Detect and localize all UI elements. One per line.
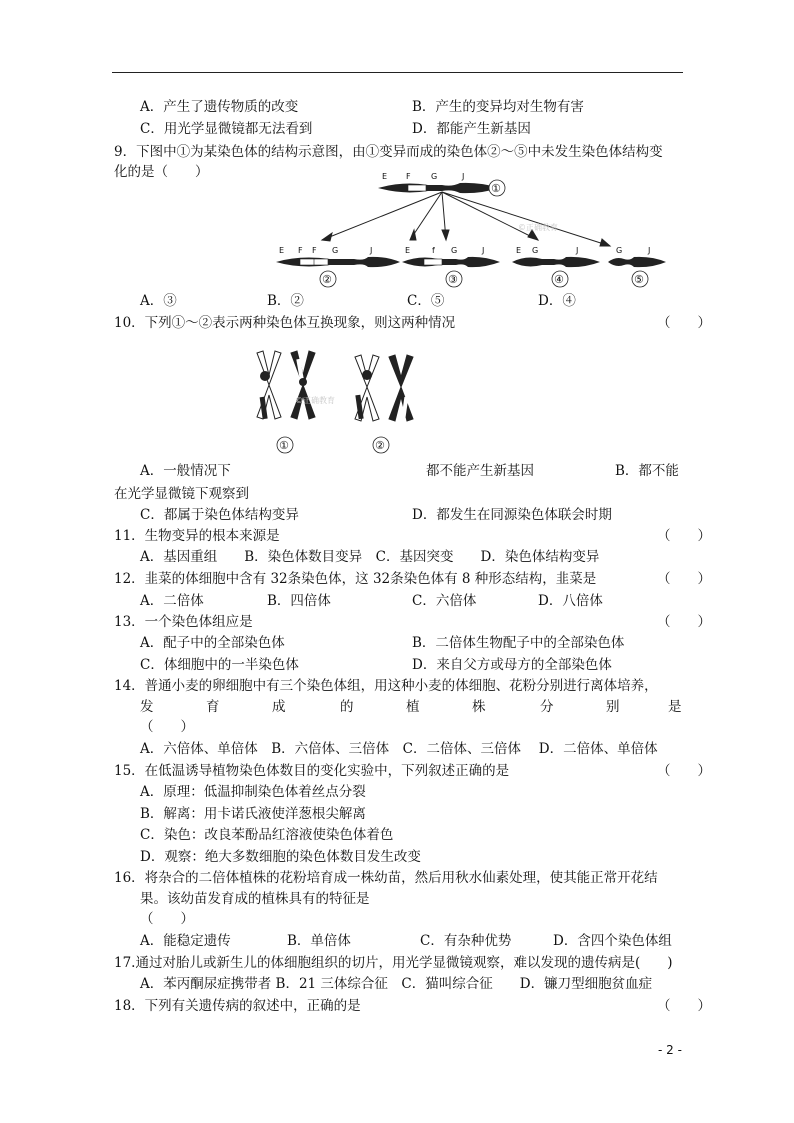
question-13-paren: （ ） <box>657 614 711 630</box>
q14-spread-6: 分 <box>540 699 554 715</box>
q16-option-b: B．单倍体 <box>287 933 351 949</box>
chr4-label: ④ <box>554 273 564 286</box>
q8-option-c: C．用光学显微镜都无法看到 <box>140 121 313 137</box>
q10-option-b-cont: 在光学显微镜下观察到 <box>114 486 249 502</box>
question-15-paren: （ ） <box>657 763 711 779</box>
q14-spread-5: 株 <box>472 699 486 715</box>
q9-option-d: D．④ <box>538 293 576 309</box>
q12-option-d: D．八倍体 <box>538 593 603 609</box>
chr4-gene-e: E <box>516 246 522 255</box>
q17-options: A．苯丙酮尿症携带者 B．21 三体综合征 C．猫叫综合征 D．镰刀型细胞贫血症 <box>140 976 653 992</box>
chr2-gene-e: E <box>279 246 285 255</box>
chromosome-3 <box>402 246 500 287</box>
q14-spread-1: 育 <box>206 699 220 715</box>
chr2-gene-g: G <box>332 246 339 255</box>
q14-spread-2: 成 <box>272 699 286 715</box>
chr3-gene-j: J <box>482 246 485 255</box>
figure-10-watermark: ©正确教育 <box>295 396 335 405</box>
q10-option-b: B．都不能 <box>615 463 679 479</box>
q9-option-b: B．② <box>267 293 304 309</box>
chr3-gene-f: f <box>432 246 435 255</box>
question-10-stem: 10．下列①～②表示两种染色体互换现象，则这两种情况 <box>114 315 456 331</box>
chr3-gene-g: G <box>451 246 458 255</box>
chr3-gene-e: E <box>405 246 411 255</box>
chr5-label: ⑤ <box>634 273 644 286</box>
q16-option-d: D．含四个染色体组 <box>553 933 672 949</box>
q9-option-c: C．⑤ <box>407 293 445 309</box>
chr5-gene-j: J <box>648 246 651 255</box>
chr4-gene-j: J <box>576 246 579 255</box>
q13-option-b: B．二倍体生物配子中的全部染色体 <box>412 635 625 651</box>
question-11-paren: （ ） <box>657 528 711 544</box>
chr1-gene-f: F <box>406 172 411 181</box>
q14-options: A．六倍体、单倍体 B．六倍体、三倍体 C．二倍体、三倍体 D．二倍体、单倍体 <box>140 741 658 757</box>
q14-spread-8: 是 <box>668 699 682 715</box>
chr4-gene-g: G <box>532 246 539 255</box>
q12-option-a: A．二倍体 <box>140 593 204 609</box>
q14-spread-0: 发 <box>140 699 154 715</box>
q14-spread-3: 的 <box>340 699 354 715</box>
figure-10-chromosome-exchange <box>245 345 425 460</box>
q8-option-b: B．产生的变异均对生物有害 <box>412 99 584 115</box>
question-10-paren: （ ） <box>657 315 711 331</box>
chr3-label: ③ <box>448 273 458 286</box>
chr1-label: ① <box>491 182 501 195</box>
q10-option-a: A．一般情况下 <box>140 463 231 479</box>
chr2-gene-f2: F <box>312 246 317 255</box>
q8-option-d: D．都能产生新基因 <box>412 121 531 137</box>
q10-option-a-cont: 都不能产生新基因 <box>426 463 534 479</box>
question-9-stem: 9．下图中①为某染色体的结构示意图，由①变异而成的染色体②～⑤中未发生染色体结构变 <box>114 144 663 160</box>
chromosome-2 <box>276 246 400 287</box>
q13-option-c: C．体细胞中的一半染色体 <box>140 657 299 673</box>
question-16-stem: 16．将杂合的二倍体植株的花粉培育成一株幼苗，然后用秋水仙素处理，使其能正常开花结 <box>114 870 658 886</box>
header-rule <box>112 72 683 73</box>
chr1-gene-e: E <box>382 172 388 181</box>
question-17-stem: 17.通过对胎儿或新生儿的体细胞组织的切片，用光学显微镜观察，难以发现的遗传病是( ) <box>114 955 673 971</box>
q13-option-a: A．配子中的全部染色体 <box>140 635 285 651</box>
q14-spread-7: 别 <box>606 699 620 715</box>
pair-1-label: ① <box>279 439 289 452</box>
chr1-gene-j: J <box>462 172 465 181</box>
question-13-stem: 13．一个染色体组应是 <box>114 614 253 630</box>
q16-option-c: C．有杂种优势 <box>420 933 512 949</box>
arrows <box>322 192 610 246</box>
question-18-stem: 18．下列有关遗传病的叙述中，正确的是 <box>114 998 361 1014</box>
q14-spread-4: 植 <box>406 699 420 715</box>
q16-option-a: A．能稳定遗传 <box>140 933 231 949</box>
chr5-gene-g: G <box>616 246 623 255</box>
question-16-paren: （ ） <box>140 911 194 927</box>
q12-option-c: C．六倍体 <box>412 593 477 609</box>
question-12-stem: 12．韭菜的体细胞中含有 32条染色体，这 32条染色体有 8 种形态结构，韭菜是 <box>114 571 597 587</box>
q9-option-a: A．③ <box>140 293 177 309</box>
q13-option-d: D．来自父方或母方的全部染色体 <box>412 657 612 673</box>
question-9-stem-cont: 化的是（ ） <box>114 164 209 180</box>
figure-9-watermark: ©正确教育 <box>518 223 558 232</box>
chr2-gene-j: J <box>370 246 373 255</box>
question-15-stem: 15．在低温诱导植物染色体数目的变化实验中，下列叙述正确的是 <box>114 763 510 779</box>
q15-option-a: A．原理：低温抑制染色体着丝点分裂 <box>140 784 366 800</box>
q12-option-b: B．四倍体 <box>267 593 331 609</box>
question-16-stem-cont: 果。该幼苗发育成的植株具有的特征是 <box>140 891 370 907</box>
q15-option-b: B．解离：用卡诺氏液使洋葱根尖解离 <box>140 806 366 822</box>
chromosome-4 <box>512 246 600 287</box>
question-14-paren: （ ） <box>140 719 194 735</box>
question-11-stem: 11．生物变异的根本来源是 <box>114 528 280 544</box>
q15-option-c: C．染色：改良苯酚品红溶液使染色体着色 <box>140 827 394 843</box>
q10-option-c: C．都属于染色体结构变异 <box>140 507 299 523</box>
chromosome-5 <box>608 246 666 287</box>
question-14-stem: 14．普通小麦的卵细胞中有三个染色体组，用这种小麦的体细胞、花粉分别进行离体培养， <box>114 678 658 694</box>
question-18-paren: （ ） <box>657 998 711 1014</box>
question-12-paren: （ ） <box>657 571 711 587</box>
chr2-label: ② <box>322 273 332 286</box>
q15-option-d: D．观察：绝大多数细胞的染色体数目发生改变 <box>140 849 421 865</box>
pair-2 <box>355 355 413 453</box>
chr2-gene-f1: F <box>298 246 303 255</box>
q8-option-a: A．产生了遗传物质的改变 <box>140 99 299 115</box>
q11-options: A．基因重组 B．染色体数目变异 C．基因突变 D．染色体结构变异 <box>140 549 600 565</box>
pair-2-label: ② <box>375 439 385 452</box>
q10-option-d: D．都发生在同源染色体联会时期 <box>412 507 612 523</box>
page-number: - 2 - <box>658 1043 682 1057</box>
chr1-gene-g: G <box>431 172 438 181</box>
figure-9-chromosomes <box>270 168 670 290</box>
